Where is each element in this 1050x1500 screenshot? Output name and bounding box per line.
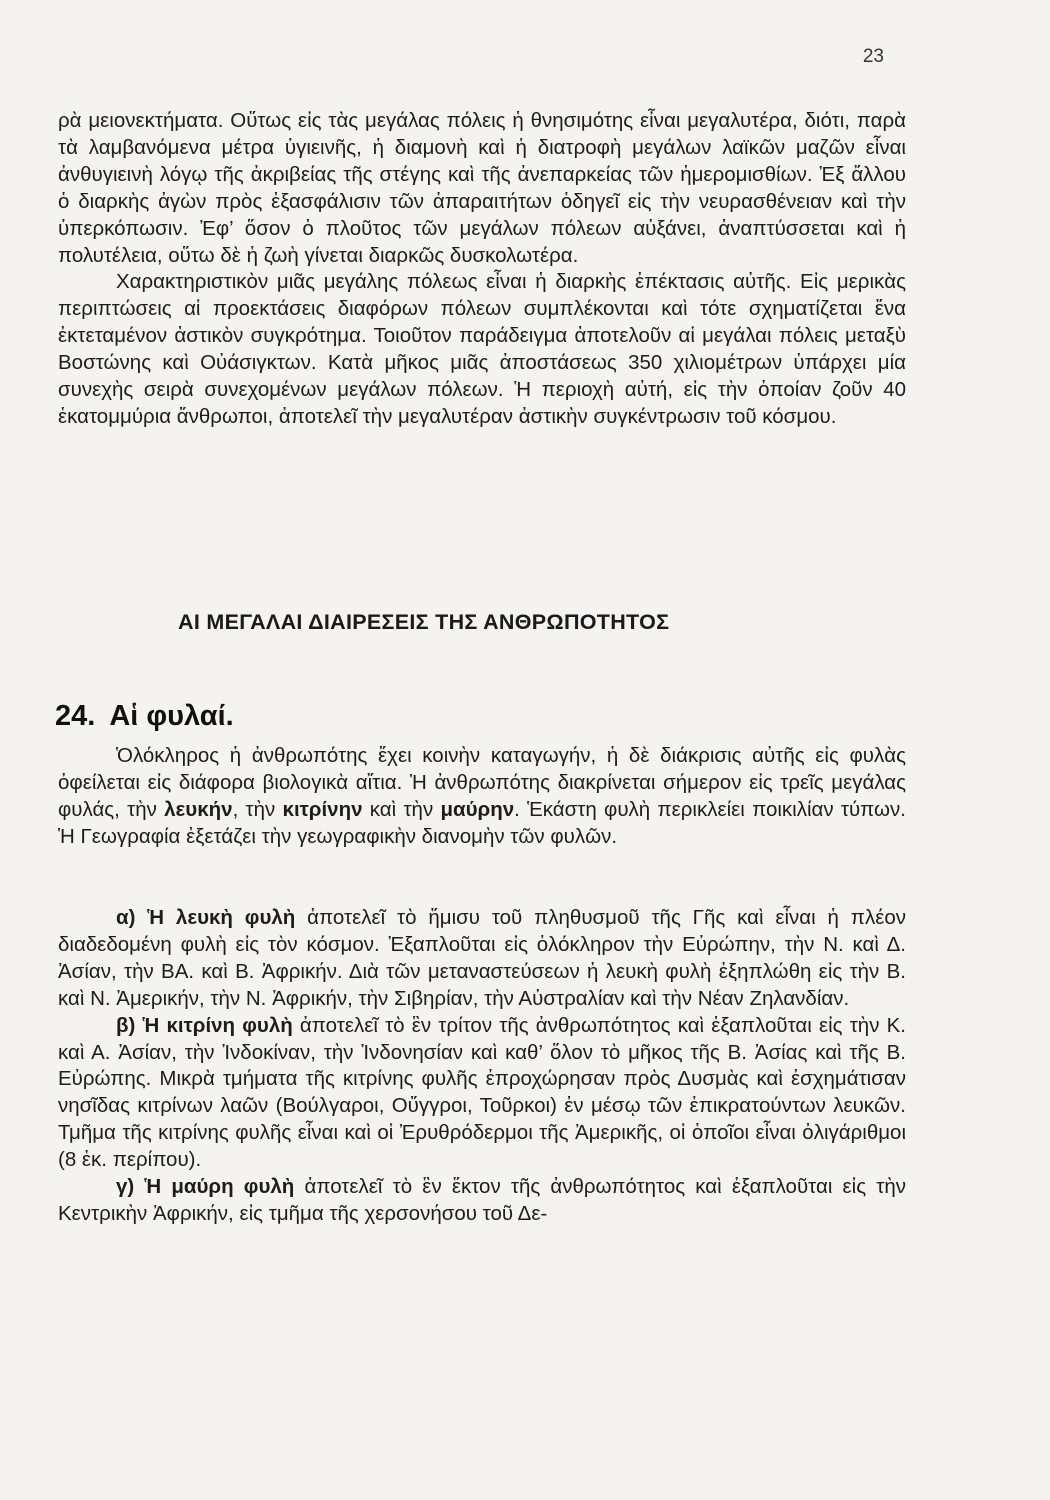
item-label: γ) Ἡ μαύρη φυλὴ [116, 1175, 295, 1199]
text-span: , τὴν [232, 797, 283, 821]
item-text: ἀποτελεῖ τὸ ἓν ἕκτον τῆς ἀνθρωπότητος καὶ ἐξαπλοῦται εἰς τὴν Κεντρικὴν Ἀφρικήν, εἰς τμῆμα τῆς χερσονήσου τοῦ Δε- [58, 1175, 907, 1225]
page-number: 23 [862, 46, 884, 67]
item-label: α) Ἡ λευκὴ φυλὴ [116, 906, 296, 929]
section-heading: ΑΙ ΜΕΓΑΛΑΙ ΔΙΑΙΡΕΣΕΙΣ ΤΗΣ ΑΝΘΡΩΠΟΤΗΤΟΣ [178, 610, 670, 634]
text-span: . Ἑκάστη φυλὴ περικλείει ποικιλίαν τύπων. Ἡ Γεωγραφία ἐξετάζει τὴν γεωγραφικὴν διανομὴν τῶν φυλῶν. [58, 797, 906, 848]
item-text: ἀποτελεῖ τὸ ἓν τρίτον τῆς ἀνθρωπότητος καὶ ἐξαπλοῦται εἰς τὴν Κ. καὶ Α. Ἀσίαν, τὴν Ἰνδοκίναν, τὴν Ἰνδονησίαν καὶ καθ’ ὅλον τὸ μῆκος τῆς Β. Ἀσίας καὶ τῆς Β. Εὐρώπης. Μικρὰ τμήματα τῆς κιτρίνης φυλῆς ἐπροχώρησαν πρὸς Δυσμὰς καὶ ἐσχημάτισαν νησῖδας κιτρίνων λαῶν (Βούλγαροι, Οὔγγροι, Τοῦρκοι) ἐν μέσῳ τῶν ἐπικρατούντων λευκῶν. Τμῆμα τῆς κιτρίνης φυλῆς εἶναι καὶ οἱ Ἐρυθρόδερμοι τῆς Ἀμερικῆς, οἱ ὁποῖοι εἶναι ὀλιγάριθμοι (8 ἑκ. περίπου). [58, 1013, 906, 1172]
paragraph [58, 743, 906, 851]
item-text: ἀποτελεῖ τὸ ἥμισυ τοῦ πληθυσμοῦ τῆς Γῆς καὶ εἶναι ἡ πλέον διαδεδομένη φυλὴ εἰς τὸν κόσμον. Ἐξαπλοῦται εἰς ὁλόκληρον τὴν Εὐρώπην, τὴν Ν. καὶ Δ. Ἀσίαν, τὴν ΒΑ. καὶ Β. Ἀφρικήν. Διὰ τῶν μεταναστεύσεων ἡ λευκὴ φυλὴ ἐξηπλώθη εἰς τὴν Β. καὶ Ν. Ἀμερικήν, τὴν Ν. Ἀφρικήν, τὴν Σιβηρίαν, τὴν Αὐστραλίαν καὶ τὴν Νέαν Ζηλανδίαν. [58, 906, 906, 1010]
text-span: Ὁλόκληρος ἡ ἀνθρωπότης ἔχει κοινὴν καταγωγήν, ἡ δὲ διάκρισις αὐτῆς εἰς φυλὰς ὀφείλεται εἰς διάφορα βιολογικὰ αἴτια. Ἡ ἀνθρωπότης διακρίνεται σήμερον εἰς τρεῖς μεγάλας φυλάς, τὴν [58, 744, 906, 821]
chapter-heading [55, 700, 234, 733]
chapter-intro-text [58, 743, 906, 851]
term-black: μαύρην [440, 797, 515, 821]
intro-text [58, 108, 906, 431]
paragraph: Χαρακτηριστικὸν μιᾶς μεγάλης πόλεως εἶναι ἡ διαρκὴς ἐπέκτασις αὐτῆς. Εἰς μερικὰς περιπτώσεις αἱ προεκτάσεις διαφόρων πόλεων συμπλέκονται καὶ τότε σχηματίζεται ἕνα ἐκτεταμένον ἀστικὸν συγκρότημα. Τοιοῦτον παράδειγμα ἀποτελοῦν αἱ μεγάλαι πόλεις μεταξὺ Βοστώνης καὶ Οὐάσιγκτων. Κατὰ μῆκος μιᾶς ἀποστάσεως 350 χιλιομέτρων ὑπάρχει μία συνεχὴς σειρὰ συνεχομένων μεγάλων πόλεων. Ἡ περιοχὴ αὐτή, εἰς τὴν ὁποίαν ζοῦν 40 ἑκατομμύρια ἄνθρωποι, ἀποτελεῖ τὴν μεγαλυτέραν ἀστικὴν συγκέντρωσιν τοῦ κόσμου. [58, 270, 906, 428]
list-item [58, 1013, 906, 1174]
term-yellow: κιτρίνην [282, 797, 363, 821]
list-item [58, 1174, 906, 1228]
item-label: β) Ἡ κιτρίνη φυλὴ [116, 1013, 293, 1037]
chapter-number: 24. [55, 700, 96, 732]
list-item [58, 905, 906, 1013]
chapter-title: Αἱ φυλαί. [109, 700, 234, 732]
paragraph: ρὰ μειονεκτήματα. Οὕτως εἰς τὰς μεγάλας πόλεις ἡ θνησιμότης εἶναι μεγαλυτέρα, διότι, παρὰ τὰ λαμβανόμενα μέτρα ὑγιεινῆς, ἡ διαμονὴ καὶ ἡ διατροφὴ μεγάλων λαϊκῶν μαζῶν εἶναι ἀνθυγιεινὴ λόγῳ τῆς ἀκριβείας τῆς στέγης καὶ τῆς ἀνεπαρκείας τῶν ἡμερομισθίων. Ἐξ ἄλλου ὁ διαρκὴς ἀγὼν πρὸς ἐξασφάλισιν τῶν ἀπαραιτήτων ὁδηγεῖ εἰς τὴν νευρασθένειαν καὶ τὴν ὑπερκόπωσιν. Ἐφ’ ὅσον ὁ πλοῦτος τῶν μεγάλων πόλεων αὐξάνει, ἀναπτύσσεται καὶ ἡ πολυτέλεια, οὕτω δὲ ἡ ζωὴ γίνεται διαρκῶς δυσκολωτέρα. [58, 109, 906, 267]
race-list [58, 905, 906, 1228]
text-span: καὶ τὴν [362, 797, 441, 821]
term-white: λευκήν [164, 797, 233, 821]
